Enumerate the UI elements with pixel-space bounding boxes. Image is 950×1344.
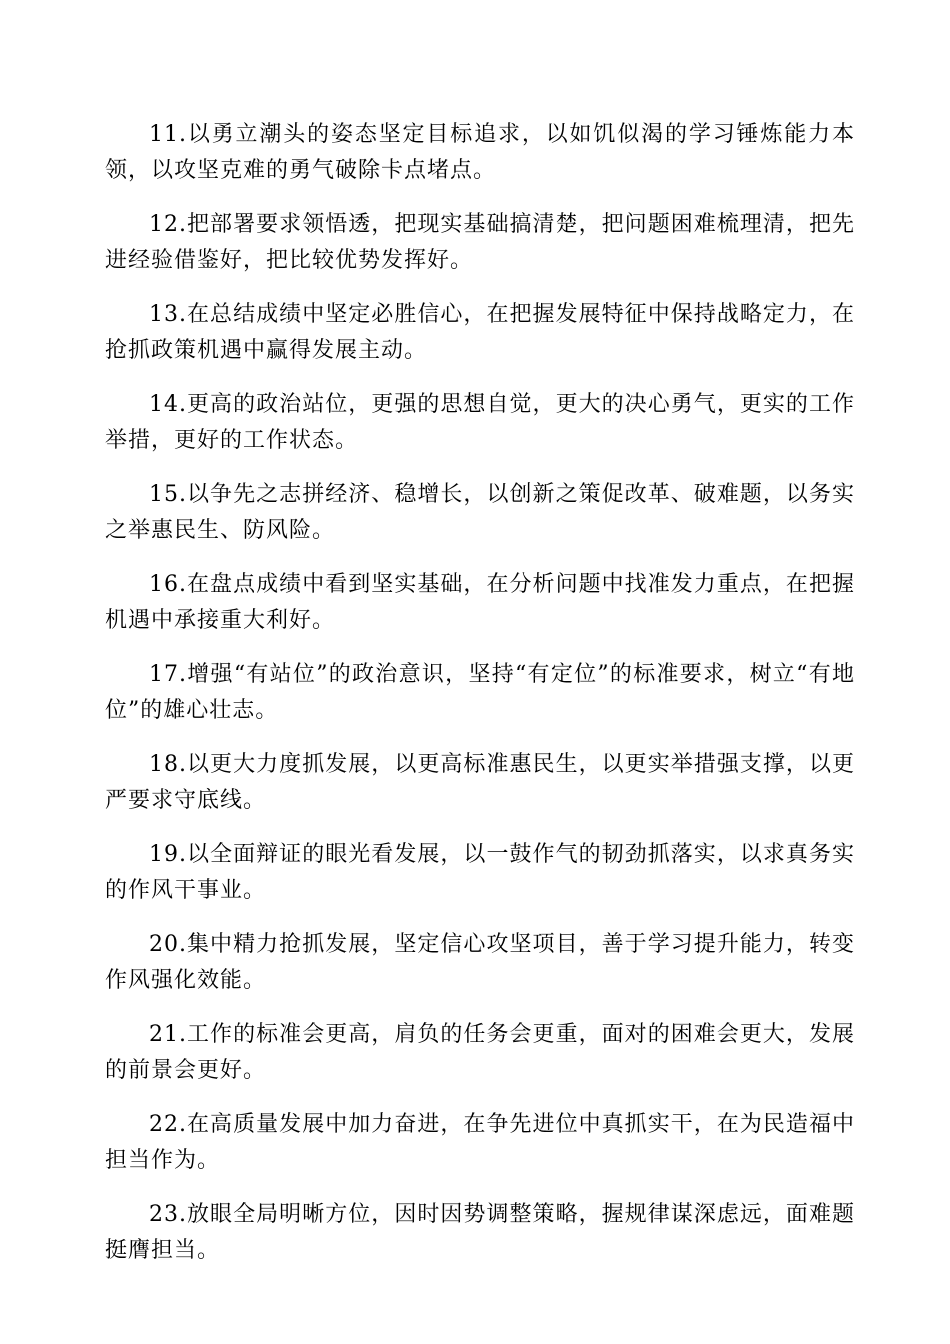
- paragraph-22: 22.在高质量发展中加力奋进，在争先进位中真抓实干，在为民造福中担当作为。: [105, 1112, 855, 1173]
- paragraph-18: 18.以更大力度抓发展，以更高标准惠民生，以更实举措强支撑，以更严要求守底线。: [105, 752, 855, 813]
- paragraph-19: 19.以全面辩证的眼光看发展，以一鼓作气的韧劲抓落实，以求真务实的作风干事业。: [105, 842, 855, 903]
- paragraph-11: 11.以勇立潮头的姿态坚定目标追求，以如饥似渴的学习锤炼能力本领，以攻坚克难的勇气破除卡点堵点。: [105, 122, 855, 183]
- paragraph-17: 17.增强“有站位”的政治意识，坚持“有定位”的标准要求，树立“有地位”的雄心壮志。: [105, 662, 855, 723]
- paragraph-14: 14.更高的政治站位，更强的思想自觉，更大的决心勇气，更实的工作举措，更好的工作状态。: [105, 392, 855, 453]
- paragraph-21: 21.工作的标准会更高，肩负的任务会更重，面对的困难会更大，发展的前景会更好。: [105, 1022, 855, 1083]
- paragraph-15: 15.以争先之志拼经济、稳增长，以创新之策促改革、破难题，以务实之举惠民生、防风险。: [105, 482, 855, 543]
- paragraph-16: 16.在盘点成绩中看到坚实基础，在分析问题中找准发力重点，在把握机遇中承接重大利好。: [105, 572, 855, 633]
- paragraph-12: 12.把部署要求领悟透，把现实基础搞清楚，把问题困难梳理清，把先进经验借鉴好，把比较优势发挥好。: [105, 212, 855, 273]
- paragraph-23: 23.放眼全局明晰方位，因时因势调整策略，握规律谋深虑远，面难题挺膺担当。: [105, 1202, 855, 1263]
- paragraph-20: 20.集中精力抢抓发展，坚定信心攻坚项目，善于学习提升能力，转变作风强化效能。: [105, 932, 855, 993]
- document-body: [105, 117, 855, 1287]
- paragraph-13: 13.在总结成绩中坚定必胜信心，在把握发展特征中保持战略定力，在抢抓政策机遇中赢得发展主动。: [105, 302, 855, 363]
